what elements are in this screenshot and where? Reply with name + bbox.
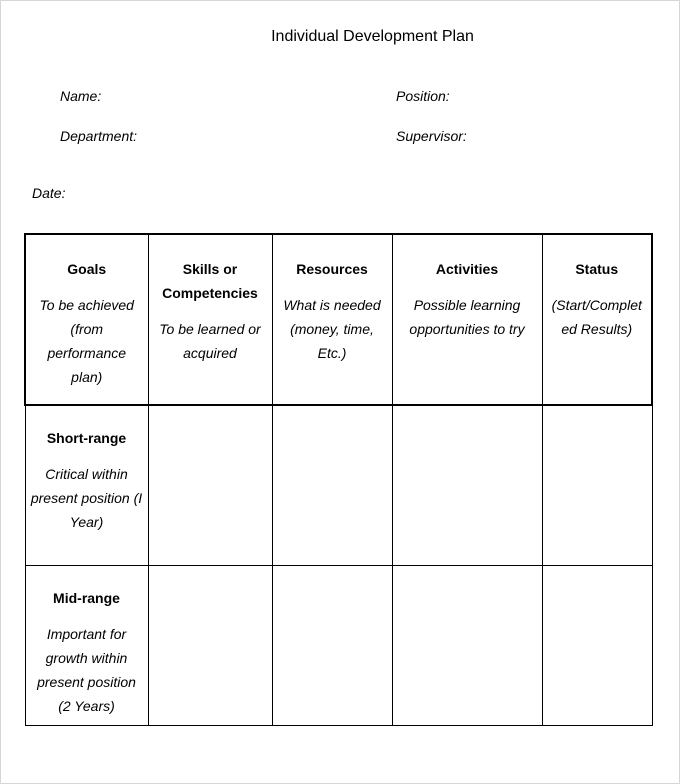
table-cell[interactable] — [542, 405, 652, 565]
name-label: Name: — [60, 88, 102, 104]
date-label: Date: — [32, 185, 66, 201]
row-label-cell — [25, 405, 148, 565]
row-heading: Short-range — [46, 430, 127, 446]
table-row-mid-range — [25, 565, 652, 725]
column-header-resources — [272, 234, 392, 405]
column-header-goals — [25, 234, 148, 405]
table-cell[interactable] — [272, 405, 392, 565]
column-description: To be learned or acquired — [159, 321, 261, 361]
position-label: Position: — [396, 88, 450, 104]
row-label-cell — [25, 565, 148, 725]
table-cell[interactable] — [392, 405, 542, 565]
column-header-activities — [392, 234, 542, 405]
row-description: Critical within present position (I Year) — [30, 466, 143, 530]
column-heading: Goals — [67, 261, 107, 277]
column-heading: Status — [575, 261, 619, 277]
table-cell[interactable] — [148, 565, 272, 725]
supervisor-label: Supervisor: — [396, 128, 467, 144]
table-cell[interactable] — [272, 565, 392, 725]
development-plan-table — [24, 233, 653, 726]
table-cell[interactable] — [542, 565, 652, 725]
column-heading: Resources — [296, 261, 368, 277]
column-heading: Activities — [435, 261, 499, 277]
table-cell[interactable] — [148, 405, 272, 565]
row-heading: Mid-range — [53, 589, 120, 606]
table-cell[interactable] — [392, 565, 542, 725]
table-row-short-range — [25, 405, 652, 565]
column-heading: Skills or Competencies — [162, 261, 258, 301]
column-header-status — [542, 234, 652, 405]
column-description: What is needed (money, time, Etc.) — [283, 297, 381, 361]
row-description: Important for growth within present position (2 Years) — [37, 625, 136, 714]
column-description: To be achieved (from performance plan) — [39, 297, 134, 385]
column-description: Possible learning opportunities to try — [409, 297, 525, 337]
department-label: Department: — [60, 128, 138, 144]
table-header-row — [25, 234, 652, 405]
page-title: Individual Development Plan — [271, 28, 474, 45]
column-description: (Start/Complet ed Results) — [551, 297, 642, 337]
column-header-skills — [148, 234, 272, 405]
